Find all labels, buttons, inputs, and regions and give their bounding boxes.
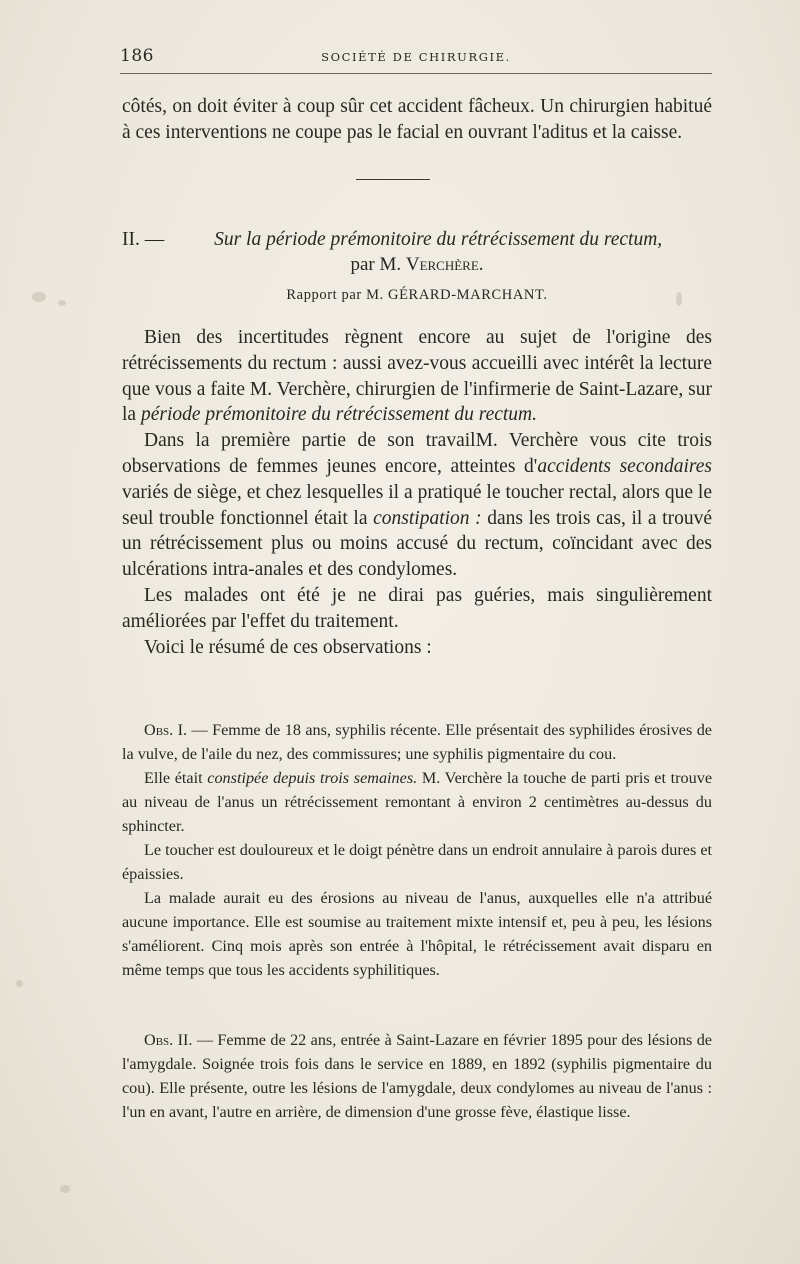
obs2-para-1 [122, 1028, 712, 1124]
paper-speck [58, 300, 66, 306]
paragraph-2-emphasis-1: accidents secondaires [537, 455, 712, 477]
section-title [122, 226, 712, 253]
paragraph-2 [122, 428, 712, 583]
paragraph-4: Voici le résumé de ces observations : [144, 636, 432, 658]
obs2-label: Obs. II. [144, 1031, 193, 1049]
section-number: II. — [122, 229, 165, 250]
obs1-label: Obs. I. [144, 721, 188, 739]
paper-speck [60, 1185, 70, 1193]
obs1-text-1: — Femme de 18 ans, syphilis récente. Elle présentait des syphilides érosives de la vulve, de l'aile du nez, des commissures; une syphilis pigmentaire du cou. [122, 721, 712, 763]
section-byline [122, 252, 712, 278]
paragraph-1-text: Bien des incertitudes règnent encore au sujet de l'origine des rétrécissements du rectum : aussi avez-vous accueilli avec intérêt la lecture que vous a faite M. Verchère, chirurgien de l'infirmerie de Saint-Lazare, sur la [122, 327, 712, 426]
paragraph-2-text-b: variés de siège, et chez lesquelles il a pratiqué le toucher rectal, alors que le seul trouble fonctionnel était la [122, 481, 712, 529]
obs1-para-1 [122, 718, 712, 766]
running-title: SOCIÉTÉ DE CHIRURGIE. [321, 50, 511, 64]
paper-speck [676, 292, 682, 306]
obs1-emphasis: constipée depuis trois semaines. [207, 769, 418, 787]
obs1-text-2a: Elle était [144, 769, 208, 787]
main-text [122, 325, 712, 660]
intro-paragraph: côtés, on doit éviter à coup sûr cet accident fâcheux. Un chirurgien habitué à ces interventions ne coupe pas le facial en ouvrant l'aditus et la caisse. [122, 96, 712, 143]
paper-speck [32, 292, 46, 302]
page-number: 186 [120, 46, 154, 66]
obs1-para-4: La malade aurait eu des érosions au niveau de l'anus, auxquelles elle n'a attribué aucune importance. Elle est soumise au traitement mixte intensif et, peu à peu, les lésions s'améliorent. Cinq mois après son entrée à l'hôpital, le rétrécissement avait disparu en même temps que tous les accidents syphilitiques. [122, 889, 712, 979]
obs1-para-2 [122, 766, 712, 838]
paragraph-2-text-a: Dans la première partie de son travailM. Verchère vous cite trois observations de femmes jeunes encore, atteintes d' [122, 430, 712, 477]
intro-block [122, 94, 712, 146]
observation-2 [122, 1028, 712, 1124]
obs1-para-3: Le toucher est douloureux et le doigt pénètre dans un endroit annulaire à parois dures et épaissies. [122, 841, 712, 883]
obs1-text-2b: M. Verchère la touche de parti pris et trouve au niveau de l'anus un rétrécissement remontant à environ 2 centimètres au-dessus du sphincter. [122, 769, 713, 835]
paragraph-1-emphasis: période prémonitoire du rétrécissement du rectum. [140, 404, 538, 426]
report-author: GÉRARD-MARCHANT. [388, 287, 548, 303]
byline-author: Verchère. [405, 254, 484, 275]
section-title-text: Sur la période prémonitoire du rétrécissement du rectum, [214, 229, 663, 250]
section-separator [356, 179, 430, 180]
paragraph-1 [122, 325, 712, 428]
obs2-text-1: — Femme de 22 ans, entrée à Saint-Lazare en février 1895 pour des lésions de l'amygdale. Soignée trois fois dans le service en 1889, en 1892 (syphilis pigmentaire du cou). Elle présente, outre les lésions de l'amygdale, deux condylomes au niveau de l'anus : l'un en avant, l'autre en arrière, de dimension d'une grosse fève, élastique lisse. [122, 1031, 712, 1121]
report-line [122, 287, 712, 304]
page-header [120, 44, 712, 70]
byline-prefix: par M. [350, 254, 402, 275]
paragraph-3: Les malades ont été je ne dirai pas guéries, mais singulièrement améliorées par l'effet du traitement. [122, 584, 712, 632]
report-prefix: Rapport par M. [286, 287, 384, 303]
header-rule [120, 73, 712, 74]
paragraph-2-text-c: dans les trois cas, il a trouvé un rétrécissement plus ou moins accusé du rectum, coïncidant avec des ulcérations intra-anales et des condylomes. [122, 507, 712, 581]
paper-speck [16, 980, 23, 987]
observation-1 [122, 718, 712, 982]
paragraph-2-emphasis-2: constipation : [373, 507, 482, 529]
